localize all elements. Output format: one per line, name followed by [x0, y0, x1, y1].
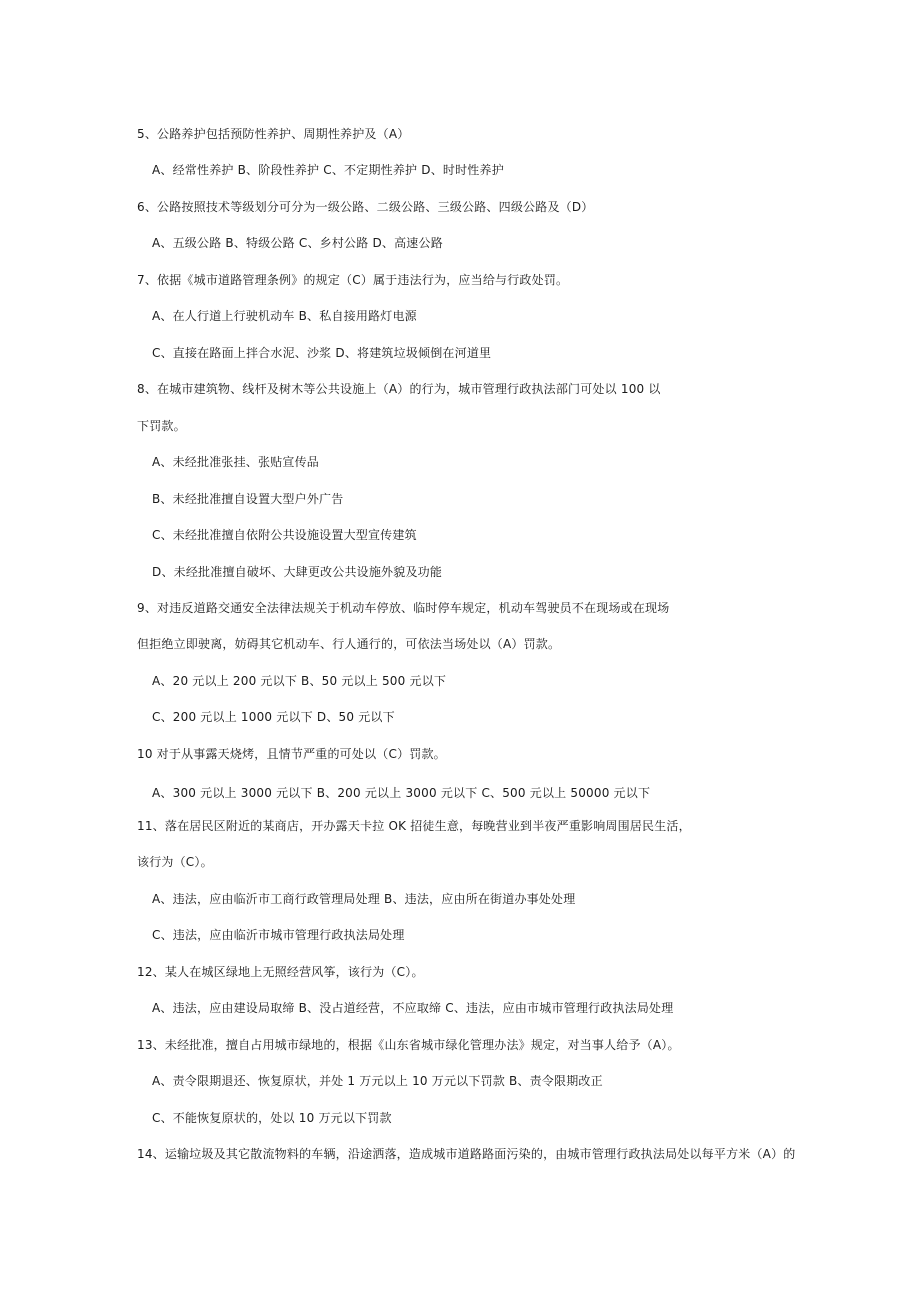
- question-9-continued: 但拒绝立即驶离，妨碍其它机动车、行人通行的，可依法当场处以（A）罚款。: [137, 637, 561, 651]
- question-9-options-cd: C、200 元以上 1000 元以下 D、50 元以下: [152, 710, 395, 724]
- question-10: 10 对于从事露天烧烤，且情节严重的可处以（C）罚款。: [137, 747, 446, 761]
- question-9: 9、对违反道路交通安全法律法规关于机动车停放、临时停车规定，机动车驾驶员不在现场或在现场: [137, 601, 670, 615]
- question-11-continued: 该行为（C）。: [137, 855, 213, 869]
- question-14: 14、运输垃圾及其它散流物料的车辆，沿途洒落，造成城市道路路面污染的，由城市管理行政执法局处以每平方米（A）的: [137, 1147, 796, 1161]
- question-13-options-ab: A、责令限期退还、恢复原状，并处 1 万元以上 10 万元以下罚款 B、责令限期改正: [152, 1074, 603, 1088]
- question-10-options: A、300 元以上 3000 元以下 B、200 元以上 3000 元以下 C、500 元以上 50000 元以下: [152, 786, 651, 800]
- question-7-options-ab: A、在人行道上行驶机动车 B、私自接用路灯电源: [152, 309, 417, 323]
- question-11: 11、落在居民区附近的某商店，开办露天卡拉 OK 招徒生意，每晚营业到半夜严重影响周围居民生活，: [137, 819, 691, 833]
- question-7: 7、依据《城市道路管理条例》的规定（C）属于违法行为，应当给与行政处罚。: [137, 273, 569, 287]
- question-13-option-c: C、不能恢复原状的，处以 10 万元以下罚款: [152, 1111, 392, 1125]
- question-12-options: A、违法，应由建设局取缔 B、没占道经营，不应取缔 C、违法，应由市城市管理行政执法局处理: [152, 1001, 674, 1015]
- question-13: 13、未经批准，擅自占用城市绿地的，根据《山东省城市绿化管理办法》规定，对当事人给予（A）。: [137, 1038, 680, 1052]
- question-8-option-d: D、未经批准擅自破坏、大肆更改公共设施外貌及功能: [152, 565, 443, 579]
- question-6-options: A、五级公路 B、特级公路 C、乡村公路 D、高速公路: [152, 236, 443, 250]
- question-12: 12、某人在城区绿地上无照经营风筝，该行为（C）。: [137, 965, 424, 979]
- question-6: 6、公路按照技术等级划分可分为一级公路、二级公路、三级公路、四级公路及（D）: [137, 200, 594, 214]
- question-8-option-c: C、未经批准擅自依附公共设施设置大型宣传建筑: [152, 528, 417, 542]
- question-9-options-ab: A、20 元以上 200 元以下 B、50 元以上 500 元以下: [152, 674, 447, 688]
- question-7-options-cd: C、直接在路面上拌合水泥、沙浆 D、将建筑垃圾倾倒在河道里: [152, 346, 492, 360]
- question-8-option-b: B、未经批准擅自设置大型户外广告: [152, 492, 344, 506]
- question-8-continued: 下罚款。: [137, 419, 186, 433]
- question-11-option-c: C、违法，应由临沂市城市管理行政执法局处理: [152, 928, 405, 942]
- question-8-option-a: A、未经批准张挂、张贴宣传品: [152, 455, 320, 469]
- question-11-options-ab: A、违法，应由临沂市工商行政管理局处理 B、违法，应由所在街道办事处处理: [152, 892, 576, 906]
- question-8: 8、在城市建筑物、线杆及树木等公共设施上（A）的行为，城市管理行政执法部门可处以 100 以: [137, 382, 661, 396]
- question-5: 5、公路养护包括预防性养护、周期性养护及（A）: [137, 127, 410, 141]
- question-5-options: A、经常性养护 B、阶段性养护 C、不定期性养护 D、时时性养护: [152, 163, 504, 177]
